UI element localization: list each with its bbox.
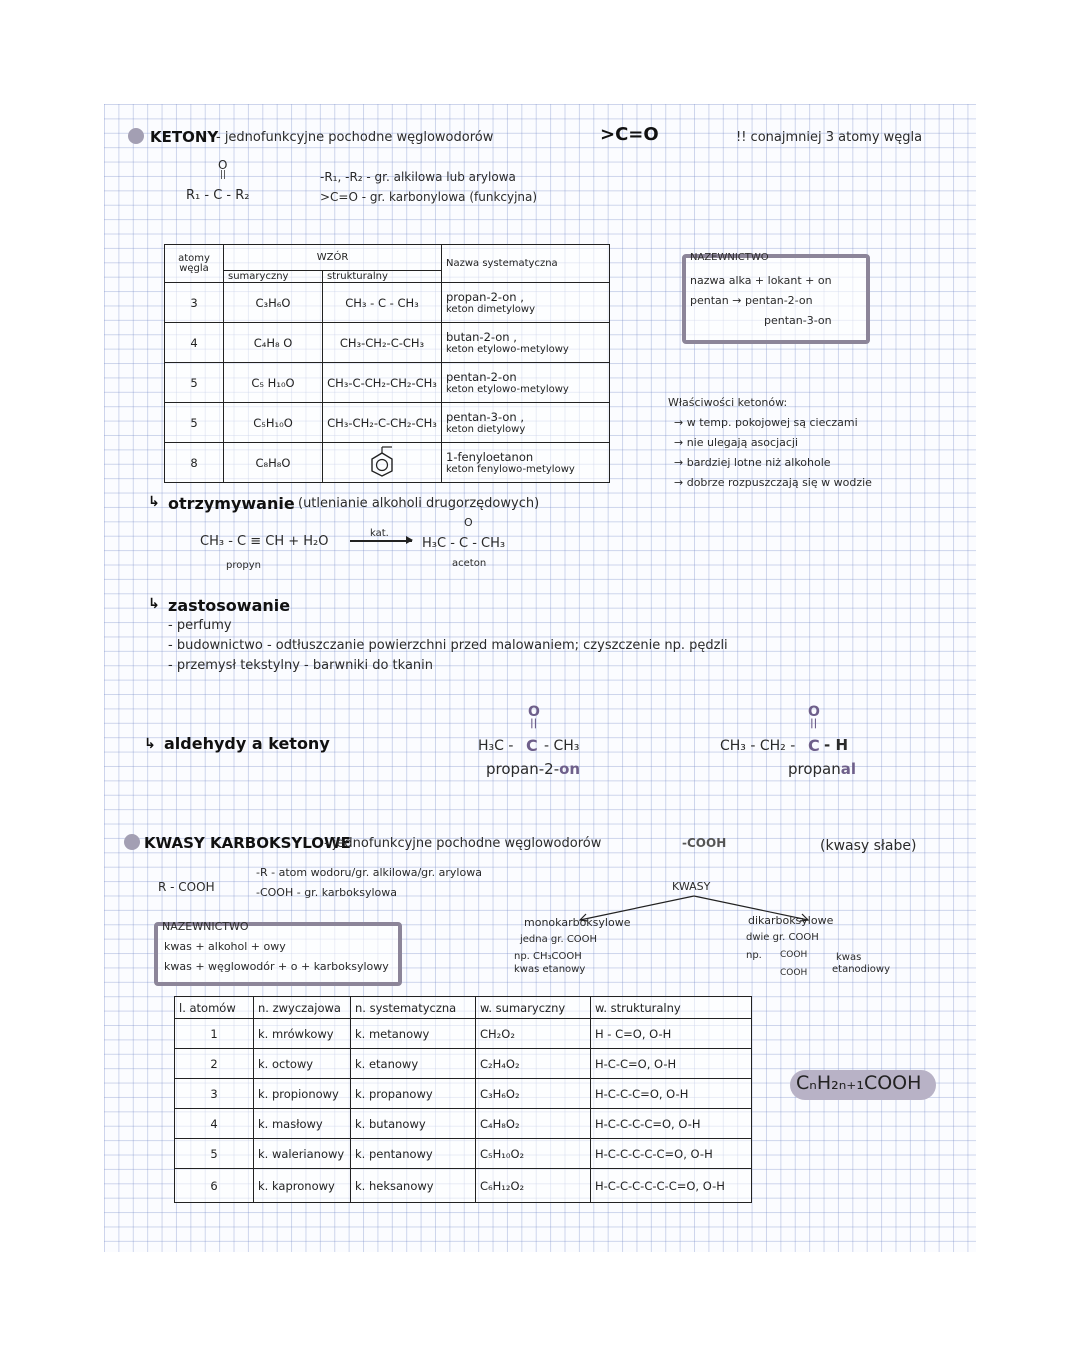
row-formula: C₃H₆O <box>224 283 323 323</box>
row-systematic-name: k. heksanowy <box>351 1169 476 1203</box>
row-systematic-name: k. metanowy <box>351 1019 476 1049</box>
aldehyde-right: - H <box>824 736 849 754</box>
ketony-subtitle: - jednofunkcyjne pochodne węglowodorów <box>216 130 494 145</box>
ketony-def-1: -R₁, -R₂ - gr. alkilowa lub arylowa <box>320 170 516 184</box>
table-row <box>165 323 610 363</box>
row-name-secondary: keton etylowo-metylowy <box>446 384 569 395</box>
aldehyde-left: CH₃ - CH₂ - <box>720 738 796 754</box>
ketone-double-bond: || <box>530 718 538 729</box>
row-name <box>442 363 610 403</box>
zastosowanie-title: zastosowanie <box>168 596 291 615</box>
row-systematic-name: k. propanowy <box>351 1079 476 1109</box>
general-o: O <box>218 158 228 172</box>
reaction-arrow-icon <box>350 540 412 542</box>
ketone-right: - CH₃ <box>544 738 580 754</box>
row-formula: C₆H₁₂O₂ <box>476 1169 591 1203</box>
general-double-bond: || <box>220 170 227 180</box>
table-row <box>175 1139 752 1169</box>
row-systematic-name: k. pentanowy <box>351 1139 476 1169</box>
row-carbons: 4 <box>165 323 224 363</box>
row-common-name: k. octowy <box>254 1049 351 1079</box>
row-common-name: k. walerianowy <box>254 1139 351 1169</box>
row-structure: H-C-C-C-C=O, O-H <box>591 1109 752 1139</box>
row-atoms: 1 <box>175 1019 254 1049</box>
col-header: w. strukturalny <box>591 997 752 1019</box>
row-name <box>442 403 610 443</box>
benzene-ring-icon <box>362 445 402 477</box>
col-header-sum: sumaryczny <box>224 271 323 283</box>
row-name <box>442 443 610 483</box>
kwasy-weak: (kwasy słabe) <box>820 838 917 854</box>
tree-left-line-2: np. CH₃COOH <box>514 951 582 962</box>
kwasy-table <box>174 996 752 1203</box>
table-row <box>175 1079 752 1109</box>
ketone-o: O <box>528 704 540 720</box>
col-header-atoms: atomy węgla <box>165 245 224 283</box>
row-common-name: k. masłowy <box>254 1109 351 1139</box>
row-structure: CH₃-CH₂-C-CH₃ <box>323 323 442 363</box>
tree-right-title: dikarboksylowe <box>748 914 834 927</box>
row-structure: CH₃-CH₂-C-CH₂-CH₃ <box>323 403 442 443</box>
row-structure: H-C-C-C=O, O-H <box>591 1079 752 1109</box>
row-carbons: 5 <box>165 403 224 443</box>
row-structure: CH₃-C-CH₂-CH₂-CH₃ <box>323 363 442 403</box>
zastosowanie-item: - perfumy <box>168 618 232 633</box>
ketone-name-suffix: on <box>559 760 581 778</box>
table-row <box>175 1019 752 1049</box>
carbonyl-group: >C=O <box>600 124 659 145</box>
row-name-secondary: keton dimetylowy <box>446 304 535 315</box>
col-header: w. sumaryczny <box>476 997 591 1019</box>
return-arrow-icon: ↳ <box>148 596 160 612</box>
col-header: n. zwyczajowa <box>254 997 351 1019</box>
table-row <box>165 403 610 443</box>
tree-right-line-1: dwie gr. COOH <box>746 932 819 943</box>
ketony-table <box>164 244 610 483</box>
kwasy-nazewnictwo-line-1: kwas + alkohol + owy <box>164 940 286 953</box>
row-name-secondary: keton fenylowo-metylowy <box>446 464 575 475</box>
cooh-group: -COOH <box>682 836 727 850</box>
propyn-label: propyn <box>226 560 261 571</box>
row-name-primary: pentan-3-on , <box>446 410 524 424</box>
row-carbons: 3 <box>165 283 224 323</box>
row-common-name: k. kapronowy <box>254 1169 351 1203</box>
tree-left-line-3: kwas etanowy <box>514 964 586 975</box>
table-row <box>175 1049 752 1079</box>
row-atoms: 5 <box>175 1139 254 1169</box>
kwasy-def-1: -R - atom wodoru/gr. alkilowa/gr. arylowa <box>256 866 482 879</box>
row-carbons: 8 <box>165 443 224 483</box>
aldehyde-double-bond: || <box>810 718 818 729</box>
wlasciwosci-item: → bardziej lotne niż alkohole <box>674 456 831 469</box>
aceton-label: aceton <box>452 558 487 569</box>
table-row <box>175 1169 752 1203</box>
row-name-secondary: keton dietylowy <box>446 424 526 435</box>
row-formula: C₃H₆O₂ <box>476 1079 591 1109</box>
kwasy-title: KWASY KARBOKSYLOWE <box>144 834 351 852</box>
tree-left-title: monokarboksylowe <box>524 916 631 929</box>
ketone-left: H₃C - <box>478 738 514 754</box>
table-row <box>165 363 610 403</box>
col-header: l. atomów <box>175 997 254 1019</box>
tree-right-formula-2: COOH <box>780 968 808 978</box>
aldehyde-name-base: propan <box>788 760 841 778</box>
kwasy-nazewnictwo-title: NAZEWNICTWO <box>162 920 249 933</box>
wlasciwosci-item: → dobrze rozpuszczają się w wodzie <box>674 476 872 489</box>
row-formula: C₄H₈ O <box>224 323 323 363</box>
row-formula: C₈H₈O <box>224 443 323 483</box>
row-structure: CH₃ - C - CH₃ <box>323 283 442 323</box>
row-systematic-name: k. butanowy <box>351 1109 476 1139</box>
ketone-name <box>486 760 580 778</box>
row-atoms: 4 <box>175 1109 254 1139</box>
row-structure: H - C=O, O-H <box>591 1019 752 1049</box>
return-arrow-icon: ↳ <box>144 736 156 752</box>
row-name-primary: pentan-2-on <box>446 370 517 384</box>
row-formula: C₅ H₁₀O <box>224 363 323 403</box>
reaction-left: CH₃ - C ≡ CH + H₂O <box>200 534 329 549</box>
row-common-name: k. mrówkowy <box>254 1019 351 1049</box>
row-formula: CH₂O₂ <box>476 1019 591 1049</box>
row-name <box>442 323 610 363</box>
row-name-primary: 1-fenyloetanon <box>446 450 534 464</box>
tree-right-np: np. <box>746 950 762 961</box>
ketone-carbon: C <box>526 736 538 755</box>
ketony-nazewnictwo-title: NAZEWNICTWO <box>690 252 769 263</box>
general-acid-formula: CₙH₂ₙ₊₁COOH <box>796 1072 922 1094</box>
ketony-title: KETONY <box>150 128 219 146</box>
kwasy-general: R - COOH <box>158 880 215 894</box>
row-systematic-name: k. etanowy <box>351 1049 476 1079</box>
row-formula: C₅H₁₀O <box>224 403 323 443</box>
row-carbons: 5 <box>165 363 224 403</box>
col-header-wzor: WZÓR <box>224 245 442 271</box>
ketony-def-2: >C=O - gr. karbonylowa (funkcyjna) <box>320 190 538 204</box>
tree-right-name-1: kwas <box>836 952 862 963</box>
wlasciwosci-title: Właściwości ketonów: <box>668 396 788 409</box>
row-structure: H-C-C=O, O-H <box>591 1049 752 1079</box>
wlasciwosci-item: → nie ulegają asocjacji <box>674 436 799 449</box>
aldehydy-title: aldehydy a ketony <box>164 734 330 753</box>
col-header: n. systematyczna <box>351 997 476 1019</box>
ketony-nazewnictwo-line-2: pentan → pentan-2-on <box>690 294 813 307</box>
row-name-secondary: keton etylowo-metylowy <box>446 344 569 355</box>
ketony-note: !! conajmniej 3 atomy węgla <box>736 130 923 145</box>
row-atoms: 3 <box>175 1079 254 1109</box>
row-structure: H-C-C-C-C-C-C=O, O-H <box>591 1169 752 1203</box>
row-formula: C₄H₈O₂ <box>476 1109 591 1139</box>
benzene-structure <box>323 443 442 483</box>
kwasy-def-2: -COOH - gr. karboksylowa <box>256 886 397 899</box>
ketony-nazewnictwo-line-1: nazwa alka + lokant + on <box>690 274 832 287</box>
section-bullet <box>124 834 140 850</box>
tree-root: KWASY <box>672 880 711 893</box>
reaction-arrowhead-icon <box>406 536 413 544</box>
reaction-catalyst: kat. <box>370 528 389 539</box>
zastosowanie-item: - przemysł tekstylny - barwniki do tkanin <box>168 658 433 673</box>
row-atoms: 6 <box>175 1169 254 1203</box>
row-structure: H-C-C-C-C-C=O, O-H <box>591 1139 752 1169</box>
aceton-o: O <box>464 516 473 529</box>
otrzymywanie-subtitle: (utlenianie alkoholi drugorzędowych) <box>298 496 540 511</box>
wlasciwosci-item: → w temp. pokojowej są cieczami <box>674 416 858 429</box>
tree-left-line-1: jedna gr. COOH <box>520 934 598 945</box>
notebook-page <box>104 104 976 1252</box>
tree-right-formula-1: COOH <box>780 950 808 960</box>
row-formula: C₂H₄O₂ <box>476 1049 591 1079</box>
kwasy-subtitle: - jednofunkcyjne pochodne węglowodorów <box>324 836 602 851</box>
reaction-right: H₃C - C - CH₃ <box>422 536 506 551</box>
aldehyde-name-suffix: al <box>840 760 857 778</box>
aldehyde-o: O <box>808 704 820 720</box>
otrzymywanie-title: otrzymywanie <box>168 494 295 513</box>
row-name <box>442 283 610 323</box>
aldehyde-name <box>788 760 856 778</box>
col-header-struct: strukturalny <box>323 271 442 283</box>
tree-right-name-2: etanodiowy <box>832 964 890 975</box>
table-row <box>165 443 610 483</box>
ketony-nazewnictwo-line-3: pentan-3-on <box>764 314 832 327</box>
zastosowanie-item: - budownictwo - odtłuszczanie powierzchni przed malowaniem; czyszczenie np. pędzli <box>168 638 728 653</box>
row-formula: C₅H₁₀O₂ <box>476 1139 591 1169</box>
row-name-primary: butan-2-on , <box>446 330 517 344</box>
section-bullet <box>128 128 144 144</box>
general-formula: R₁ - C - R₂ <box>186 188 250 203</box>
table-row <box>175 1109 752 1139</box>
row-common-name: k. propionowy <box>254 1079 351 1109</box>
table-row <box>165 283 610 323</box>
aldehyde-carbon: C <box>808 736 820 755</box>
row-name-primary: propan-2-on , <box>446 290 524 304</box>
col-header-name: Nazwa systematyczna <box>442 245 610 283</box>
ketone-name-base: propan-2- <box>486 760 560 778</box>
return-arrow-icon: ↳ <box>148 494 160 510</box>
kwasy-nazewnictwo-line-2: kwas + węglowodór + o + karboksylowy <box>164 960 389 973</box>
row-atoms: 2 <box>175 1049 254 1079</box>
